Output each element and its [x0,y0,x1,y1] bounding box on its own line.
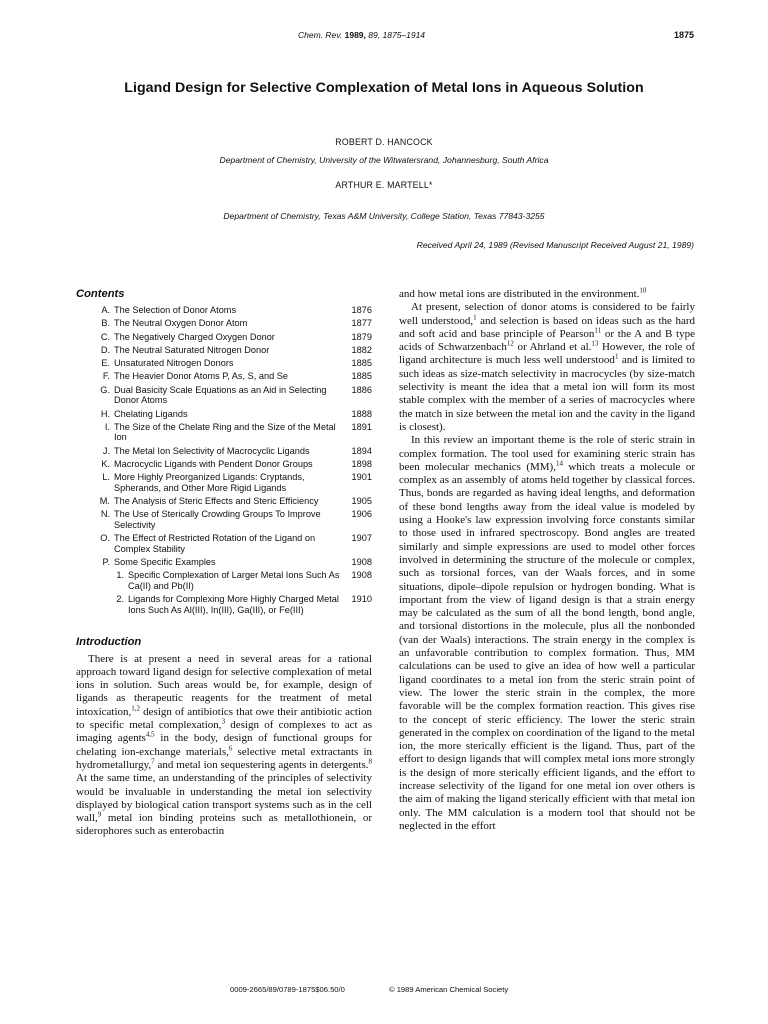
toc-subitem[interactable]: 2. Ligands for Complexing More Highly Charged Metal Ions Such As Al(III), In(III), Ga(III), or Fe(III) 1910 [116,594,372,615]
toc-item[interactable]: P. Some Specific Examples 1908 [102,557,372,568]
article-title: Ligand Design for Selective Complexation of Metal Ions in Aqueous Solution [124,80,644,96]
right-column [399,288,695,833]
page-number: 1875 [673,30,694,40]
toc-item[interactable]: D. The Neutral Saturated Nitrogen Donor 1882 [100,344,372,355]
author-name-1: ROBERT D. HANCOCK [335,137,433,147]
running-header [0,30,768,44]
toc-subitem[interactable]: 1. Specific Complexation of Larger Metal Ions Such As Ca(II) and Pb(II) 1908 [116,570,372,592]
toc-item[interactable]: F. The Heavier Donor Atoms P, As, S, and Se 1885 [102,371,372,382]
toc-item[interactable]: K. Macrocyclic Ligands with Pendent Donor Groups 1898 [101,459,372,469]
toc-item[interactable]: O. The Effect of Restricted Rotation of the Ligand on Complex Stability 1907 [100,533,372,554]
toc-item[interactable]: C. The Negatively Charged Oxygen Donor 1879 [100,331,372,342]
left-column [76,288,372,839]
toc-item[interactable]: M. The Analysis of Steric Effects and Steric Efficiency 1905 [99,496,372,507]
toc-item[interactable]: N. The Use of Sterically Crowding Groups To Improve Selectivity 1906 [100,509,372,531]
contents-list [76,305,372,616]
toc-item[interactable]: H. Chelating Ligands 1888 [100,408,372,419]
introduction-paragraph: There is at present a need in several areas for a rational approach toward ligand design for selective complexation of metal ions in solution. Such areas would be, for example, design of ligands as therapeutic reagents for the treatment of metal intoxication,$^{1,2}$ design of antibiotics that owe their antibiotic action to specific metal complexation,$^3$ design of complexes to act as imaging agents$^{4,5}$ in the body, design of functional groups for chelating ion-exchange materials,$^6$ selective metal extractants in hydrometallurgy,$^7$ and metal ion sequestering agents in detergents.$^8$ At the same time, an understanding of the principles of selectivity would be invaluable in understanding the metal ion selectivity displayed by biological cation transport systems such as in the cell wall,$^9$ metal ion binding proteins such as metallothionein, or siderophores such as enterobactin [76,652,373,838]
body-paragraph: In this review an important theme is the role of steric strain in complex formation. The tool used for examining steric strain has been molecular mechanics (MM),$^{14}$ which treats a molecule or complex as an assembly of atoms held together by classical forces. Thus, bonds are regarded as having ideal lengths, and deformation of these bond lengths away from the ideal value is modeled by using a Hooke's law expression involving force constants similar to those used in infrared spectroscopy. Bond angles are treated similarly and simple expressions are used to model other forces involved in determining the structure of the molecule or complex, such as torsional forces, van der Waals forces, and in some situations, dipole–dipole repulsion or hydrogen bonding. What is important from the view of ligand design is that a strain energy may be calculated as the sum of all the bond length, bond angle, and torsional distortions in the molecule, plus all the nonbonded (van der Waals) interactions. The strain energy in the complex is an unfavorable contribution to complex formation. Thus, MM calculations can be used to give an idea of how well a particular ligand coordinates to a metal ion from the steric strain point of view. The lower the steric strain in the complex, the more favorable will be the complex formation reaction. This gives rise to the concept of steric efficiency. The lower the steric strain generated in the complex on coordination of the ligand to the metal ion, the more sterically efficient is the ligand. Thus, part of the effort to design ligands that will complex metal ions more strongly is the design of more sterically efficient ligands, and the effort to increase selectivity of the ligand for one metal ion over others is the aim of making the ligand sterically efficient with that metal ion only. The MM calculation is a modern tool that should not be neglected in the effort [399,434,695,832]
toc-item[interactable]: G. Dual Basicity Scale Equations as an Aid in Selecting Donor Atoms 1886 [100,384,372,406]
toc-item[interactable]: E. Unsaturated Nitrogen Donors 1885 [101,358,372,369]
toc-item[interactable]: J. The Metal Ion Selectivity of Macrocyclic Ligands 1894 [102,445,372,456]
toc-item[interactable]: I. The Size of the Chelate Ring and the Size of the Metal Ion 1891 [104,421,372,443]
journal-citation: Chem. Rev. 1989, 89, 1875–1914 [298,30,426,40]
author-affiliation-2: Department of Chemistry, Texas A&M University, College Station, Texas 77843-3255 [223,211,545,221]
body-paragraph: and how metal ions are distributed in the environment.$^{10}$ [399,286,647,300]
body-paragraph: At present, selection of donor atoms is considered to be fairly well understood,$^1$ and selection is based on ideas such as the hard and soft acid and base principle of Pearson$^{11}$ or the A and B type acids of Schwarzenbach$^{12}$ or Ahrland et al.$^{13}$ However, the role of ligand architecture is much less well understood$^1$ and is limited to such ideas as size-match selectivity in macrocycles (by size-match selectivity is meant the idea that a metal ion will form its most stable complex with the member of a series of macrocycles where the match in size between the metal ion and the cavity in the ligand is closest). [399,301,696,433]
article-code: 0009-2665/89/0789-1875$06.50/0 [230,985,345,994]
contents-heading: Contents [76,288,125,300]
author-name-2: ARTHUR E. MARTELL* [335,180,433,190]
toc-item[interactable]: L. More Highly Preorganized Ligands: Cryptands, Spherands, and Other More Rigid Ligands 1901 [102,472,372,493]
introduction-heading: Introduction [76,635,142,648]
received-dates: Received April 24, 1989 (Revised Manuscript Received August 21, 1989) [416,240,694,250]
toc-item[interactable]: B. The Neutral Oxygen Donor Atom 1877 [101,318,372,329]
toc-item[interactable]: A. The Selection of Donor Atoms 1876 [101,305,372,315]
copyright-notice: © 1989 American Chemical Society [389,985,509,994]
author-affiliation-1: Department of Chemistry, University of the Witwatersrand, Johannesburg, South Africa [219,155,549,165]
